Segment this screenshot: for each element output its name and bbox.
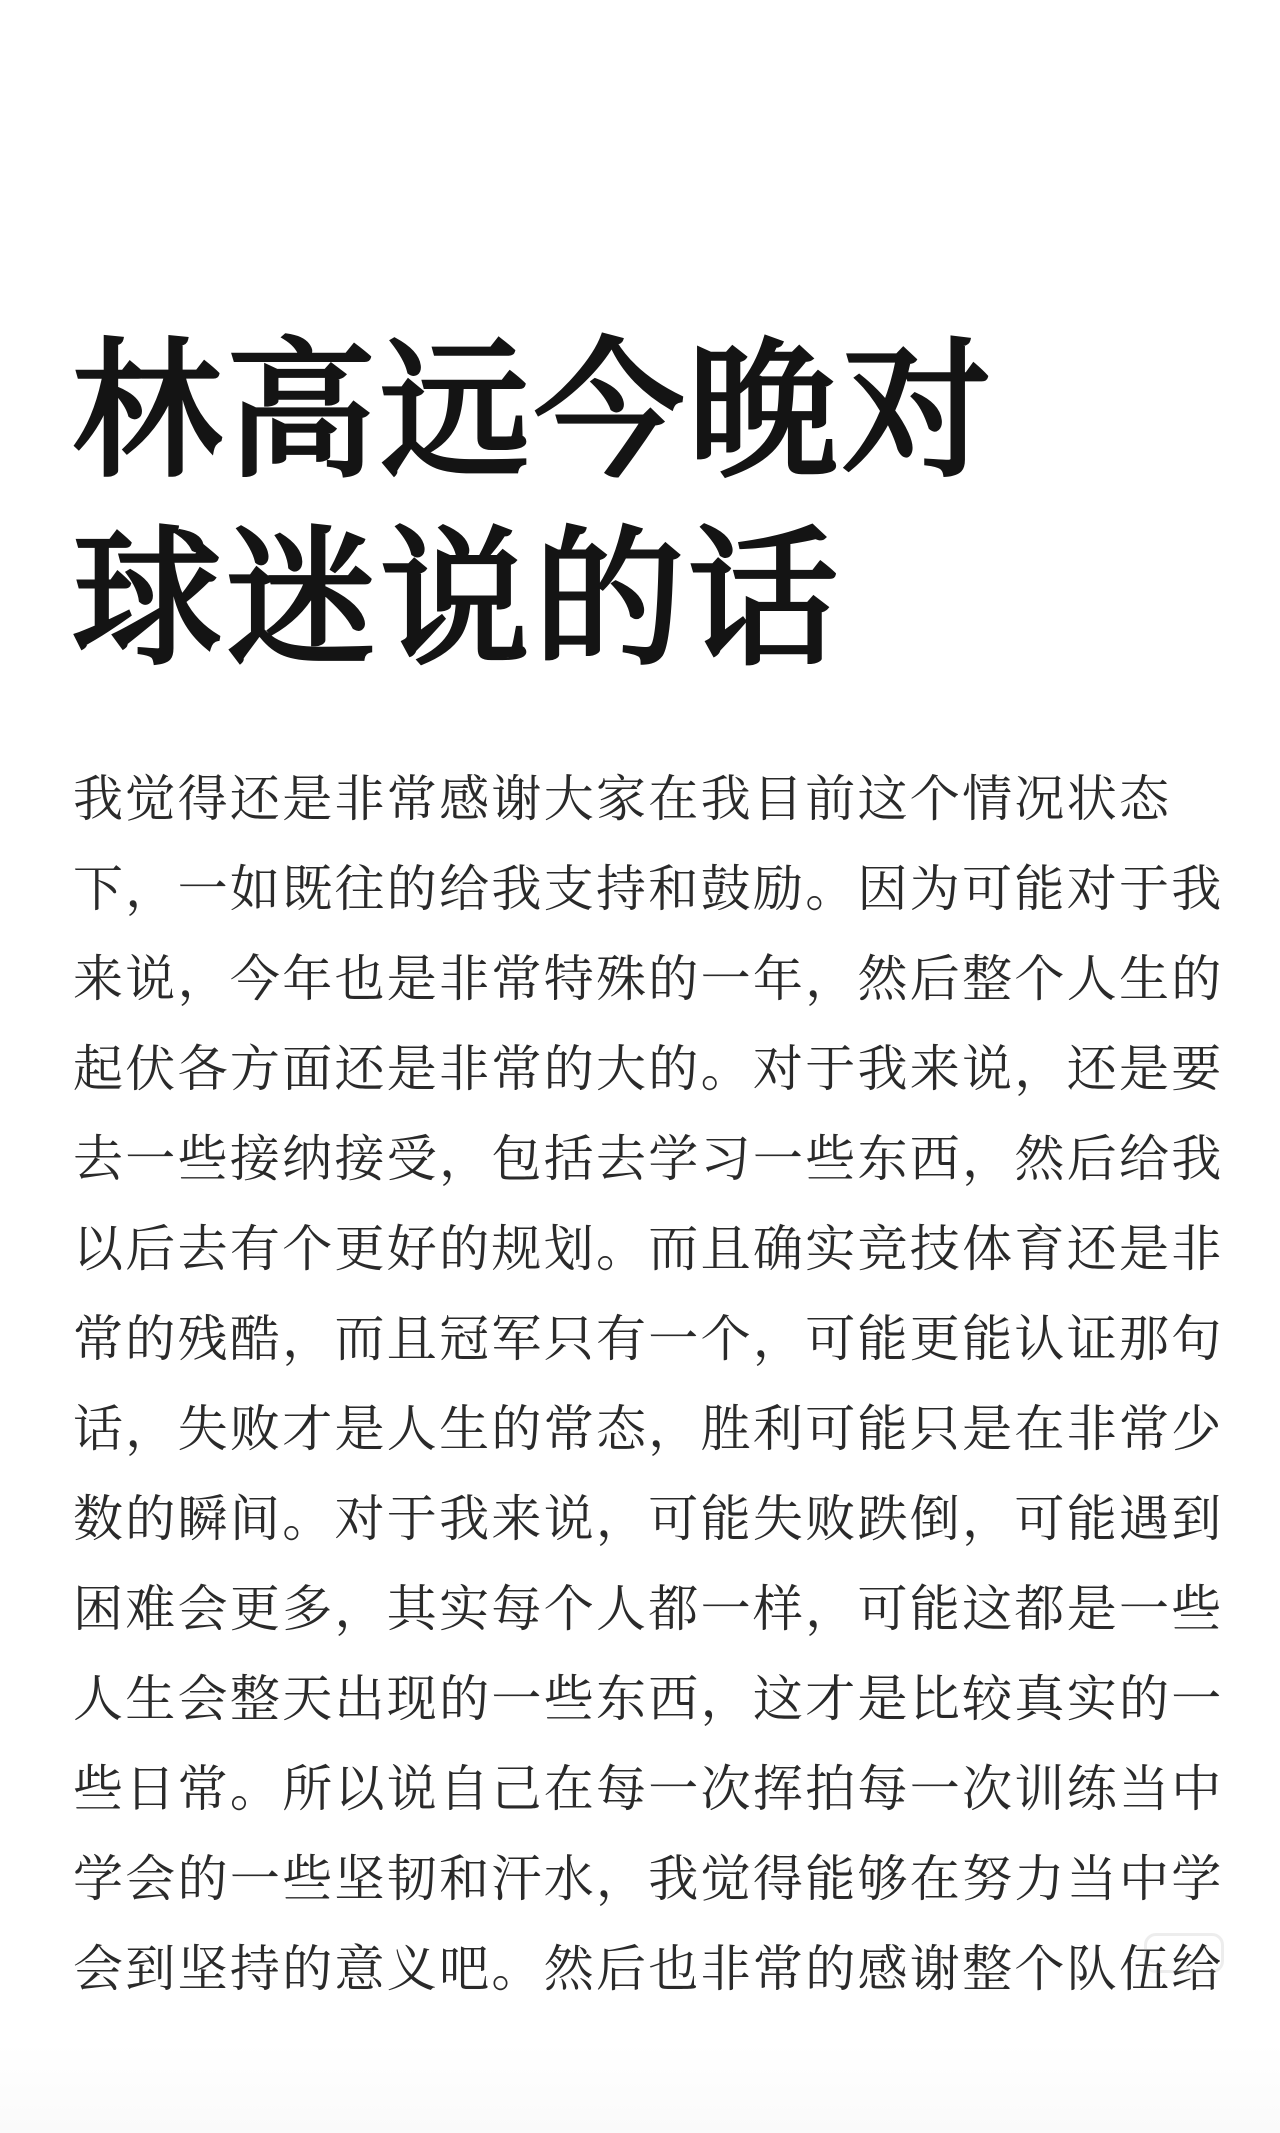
- body-line: 学会的一些坚韧和汗水，我觉得能够在努力当中学: [73, 1850, 1224, 1908]
- bottom-fade: [0, 2043, 1280, 2133]
- watermark-box: [1144, 1933, 1224, 1973]
- body-line: 下，一如既往的给我支持和鼓励。因为可能对于我: [73, 860, 1224, 918]
- title-line: 球迷说的话: [72, 513, 843, 687]
- watermark-logo-icon: [1124, 1923, 1244, 1983]
- title-line: 林高远今晚对: [72, 325, 997, 499]
- body-line: 些日常。所以说自己在每一次挥拍每一次训练当中: [73, 1760, 1224, 1818]
- body-line: 困难会更多，其实每个人都一样，可能这都是一些: [73, 1580, 1224, 1638]
- body-line: 常的残酷，而且冠军只有一个，可能更能认证那句: [73, 1310, 1224, 1368]
- body-line: 去一些接纳接受，包括去学习一些东西，然后给我: [73, 1130, 1224, 1188]
- body-line: 数的瞬间。对于我来说，可能失败跌倒，可能遇到: [73, 1490, 1224, 1548]
- body-line: 人生会整天出现的一些东西，这才是比较真实的一: [73, 1670, 1224, 1728]
- body-line: 话，失败才是人生的常态，胜利可能只是在非常少: [73, 1400, 1224, 1458]
- body-line: 起伏各方面还是非常的大的。对于我来说，还是要: [73, 1040, 1224, 1098]
- body-line: 以后去有个更好的规划。而且确实竞技体育还是非: [73, 1220, 1224, 1278]
- body-line: 会到坚持的意义吧。然后也非常的感谢整个队伍给: [73, 1940, 1224, 1998]
- body-line: 我觉得还是非常感谢大家在我目前这个情况状态: [73, 770, 1172, 828]
- article-title: [72, 318, 996, 694]
- body-line: 来说，今年也是非常特殊的一年，然后整个人生的: [73, 950, 1224, 1008]
- article-body: [73, 754, 1224, 2014]
